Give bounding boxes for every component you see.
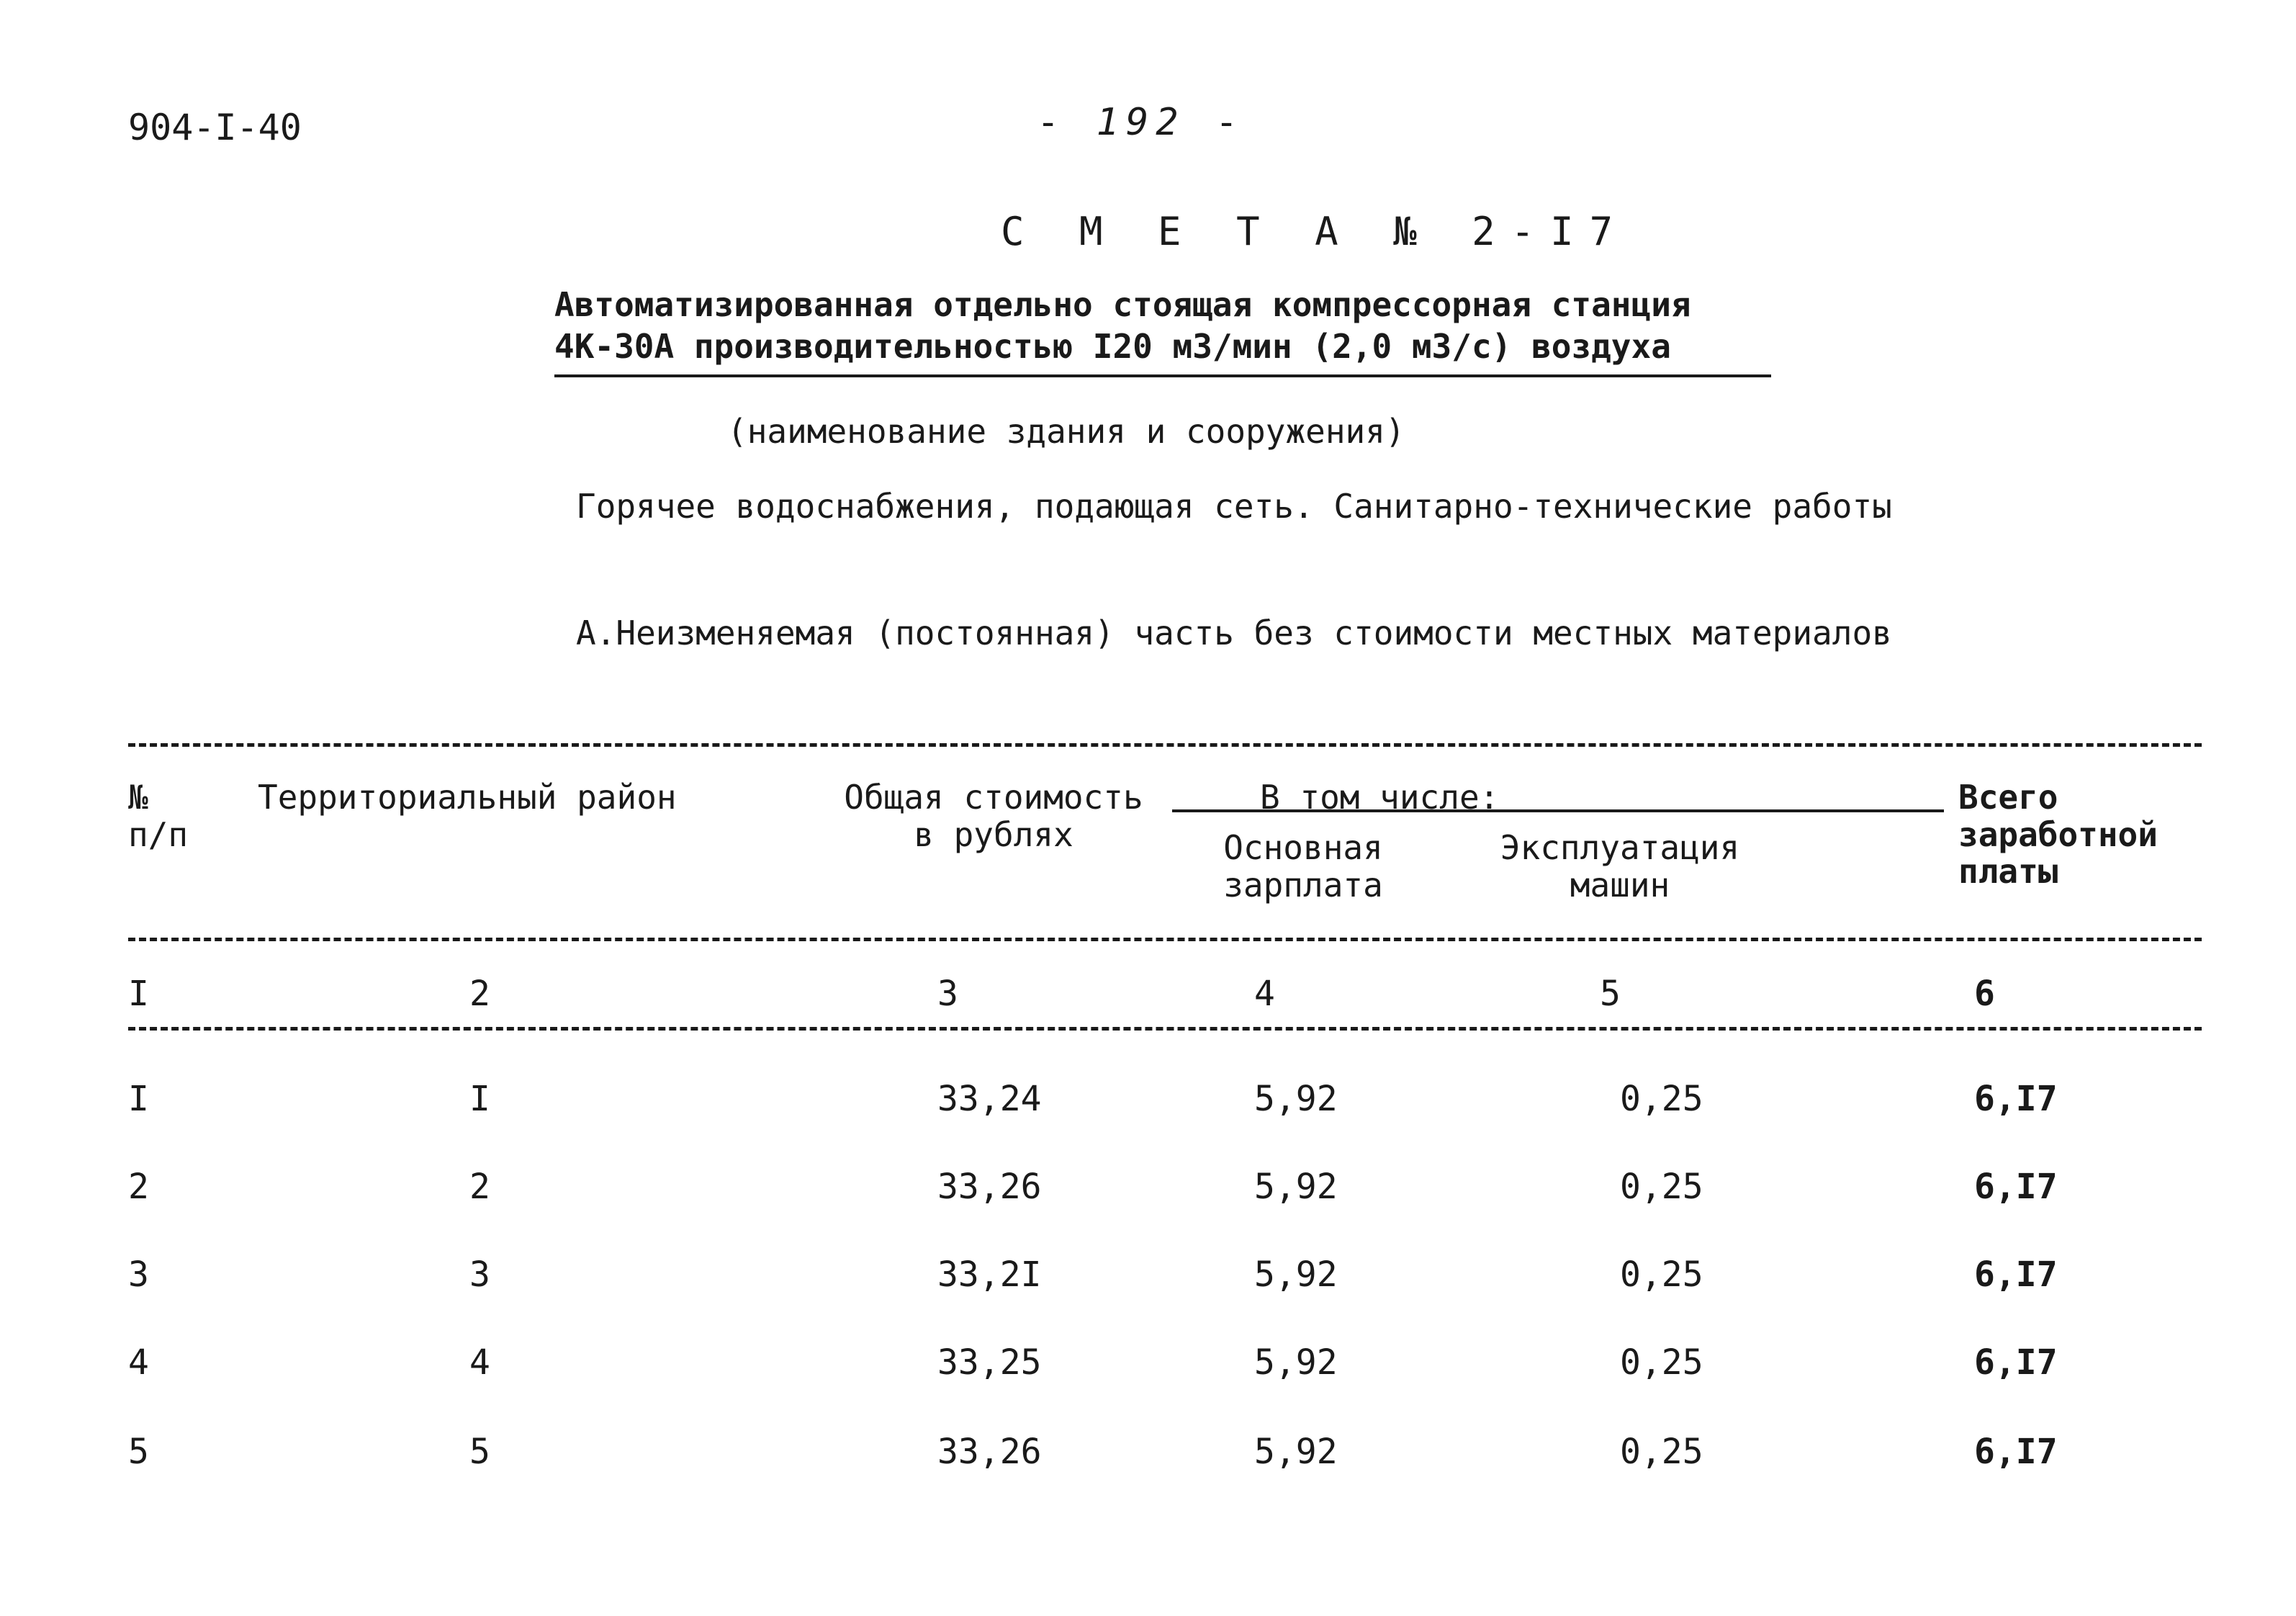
page-dash-left: - xyxy=(1037,101,1067,144)
column-number-1: I xyxy=(128,974,149,1014)
column-number-4: 4 xyxy=(1254,974,1275,1014)
column-number-5: 5 xyxy=(1600,974,1621,1014)
cell-wages: 6,I7 xyxy=(1974,1079,2058,1119)
page-dash-right: - xyxy=(1215,101,1246,144)
header-region: Территориальный район xyxy=(258,778,677,817)
cell-machines: 0,25 xyxy=(1620,1079,1703,1119)
estimate-title: С М Е Т А № 2-I7 xyxy=(1001,209,1629,254)
header-num-line-2: п/п xyxy=(128,814,189,854)
cell-wages: 6,I7 xyxy=(1974,1342,2058,1383)
header-including: В том числе: xyxy=(1260,778,1500,817)
object-underline xyxy=(554,374,1771,377)
object-name-line-1: Автоматизированная отдельно стоящая компрессорная станция xyxy=(554,285,1691,324)
cell-wages: 6,I7 xyxy=(1974,1432,2058,1472)
cell-salary: 5,92 xyxy=(1254,1432,1338,1472)
header-total-line-2: в рублях xyxy=(914,814,1073,854)
cell-machines: 0,25 xyxy=(1620,1167,1703,1207)
cell-num: 2 xyxy=(128,1167,149,1207)
header-wages-line-2: заработной xyxy=(1958,814,2158,854)
cell-num: I xyxy=(128,1079,149,1119)
header-salary xyxy=(1195,830,1411,904)
column-number-2: 2 xyxy=(469,974,490,1014)
object-name-line-2: 4К-30А производительностью I20 м3/мин (2,0 м3/с) воздуха xyxy=(554,326,1671,366)
header-wages-line-1: Всего xyxy=(1958,778,2058,817)
header-salary-line-1: Основная xyxy=(1223,828,1383,867)
header-salary-line-2: зарплата xyxy=(1223,865,1383,904)
page-number: 192 xyxy=(1096,101,1186,144)
cell-wages: 6,I7 xyxy=(1974,1167,2058,1207)
cell-region: I xyxy=(469,1079,490,1119)
column-number-3: 3 xyxy=(937,974,958,1014)
cell-num: 5 xyxy=(128,1432,149,1472)
cell-salary: 5,92 xyxy=(1254,1254,1338,1295)
cell-salary: 5,92 xyxy=(1254,1167,1338,1207)
cell-wages: 6,I7 xyxy=(1974,1254,2058,1295)
cell-region: 3 xyxy=(469,1254,490,1295)
cell-num: 4 xyxy=(128,1342,149,1383)
header-num xyxy=(128,779,188,853)
header-wages xyxy=(1958,779,2158,891)
cell-total: 33,26 xyxy=(937,1432,1042,1472)
header-num-line-1: № xyxy=(128,778,148,817)
header-total-line-1: Общая стоимость xyxy=(844,778,1143,817)
header-wages-line-3: платы xyxy=(1958,852,2058,892)
header-total xyxy=(814,779,1174,853)
cell-salary: 5,92 xyxy=(1254,1342,1338,1383)
object-caption: (наименование здания и сооружения) xyxy=(727,412,1405,451)
table-top-rule xyxy=(128,743,2202,747)
part-title: А.Неизменяемая (постоянная) часть без стоимости местных материалов xyxy=(576,614,1892,652)
header-machines-line-2: машин xyxy=(1570,865,1670,904)
cell-total: 33,25 xyxy=(937,1342,1042,1383)
document-code: 904-I-40 xyxy=(128,107,302,148)
cell-machines: 0,25 xyxy=(1620,1254,1703,1295)
page-number-line xyxy=(1037,101,1245,144)
header-machines-line-1: Эксплуатация xyxy=(1500,828,1740,867)
column-number-6: 6 xyxy=(1974,974,1995,1014)
cell-machines: 0,25 xyxy=(1620,1432,1703,1472)
object-name-block xyxy=(554,284,1771,377)
cell-region: 4 xyxy=(469,1342,490,1383)
cell-total: 33,26 xyxy=(937,1167,1042,1207)
section-title: Горячее водоснабжения, подающая сеть. Санитарно-технические работы xyxy=(576,487,1892,526)
cell-salary: 5,92 xyxy=(1254,1079,1338,1119)
cell-region: 5 xyxy=(469,1432,490,1472)
table-header-rule xyxy=(128,938,2202,941)
cell-num: 3 xyxy=(128,1254,149,1295)
header-including-rule xyxy=(1172,809,1944,812)
table-column-numbers-rule xyxy=(128,1027,2202,1031)
cell-total: 33,24 xyxy=(937,1079,1042,1119)
header-machines xyxy=(1483,830,1757,904)
cell-region: 2 xyxy=(469,1167,490,1207)
cell-total: 33,2I xyxy=(937,1254,1042,1295)
cell-machines: 0,25 xyxy=(1620,1342,1703,1383)
